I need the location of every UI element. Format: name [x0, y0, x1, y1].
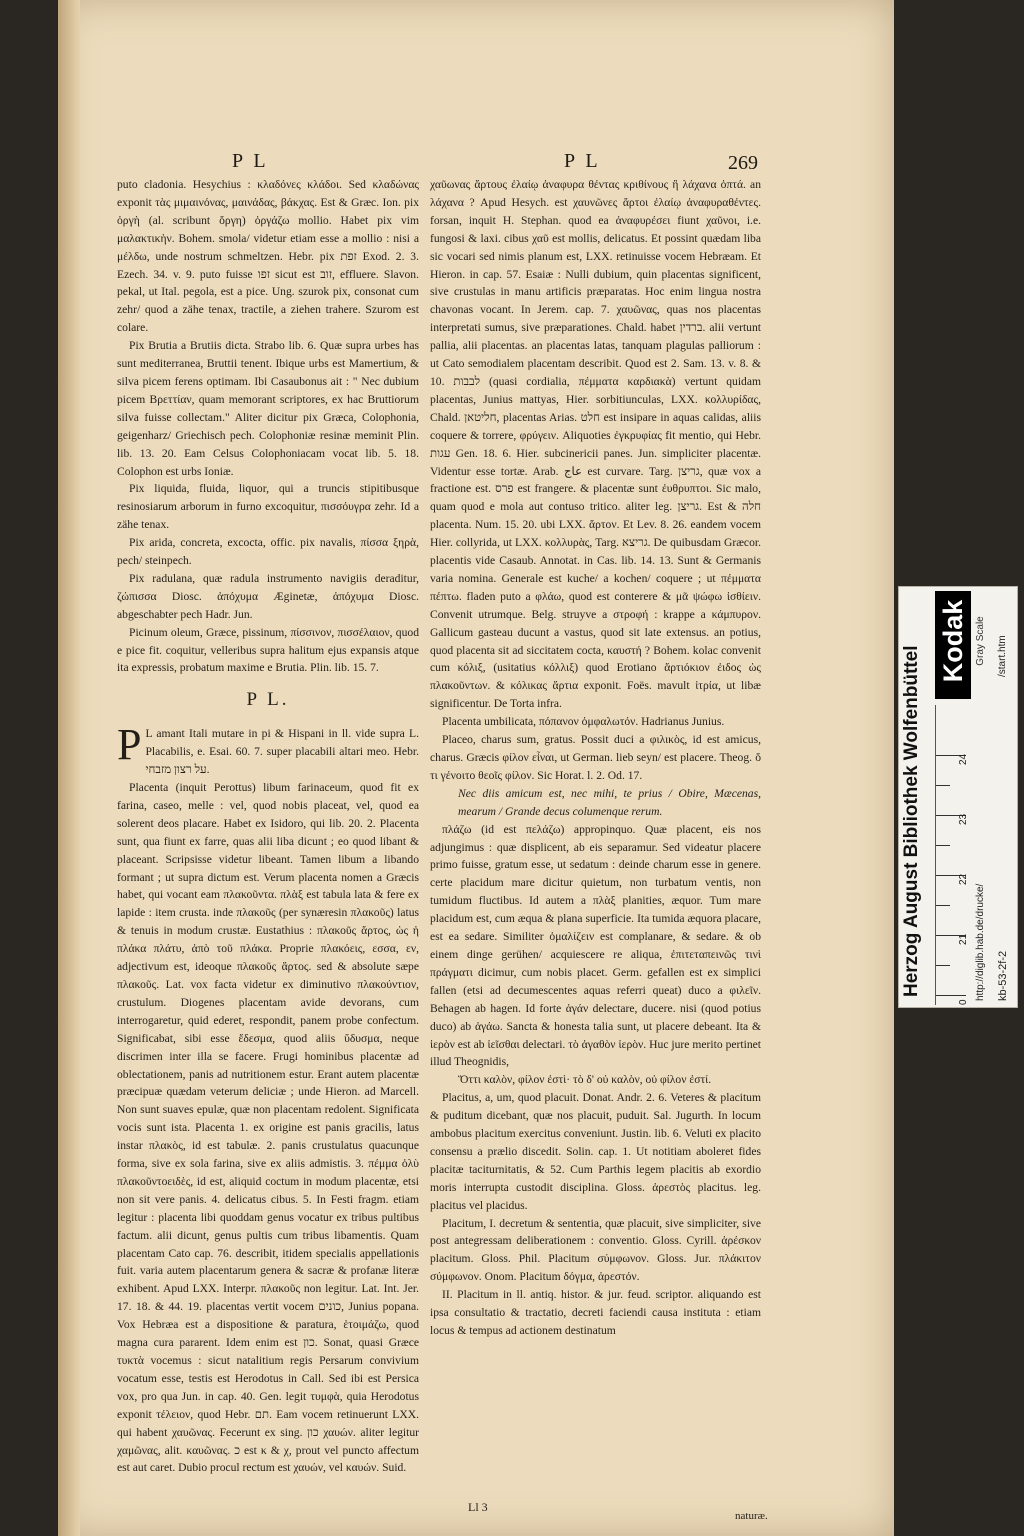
shelfmark-id: kb-53-2f-2	[997, 950, 1009, 1001]
paragraph: Placenta (inquit Perottus) libum farinaceum, quod fit ex farina, caseo, melle : vel, quod nobis placeat, vel, quod ea solerent deos placare. Habet ex Isidoro, qui lib. 20. 2. Placenta sunt, qua fiunt ex farre, quas alii liba dicunt ; eo quod libant & placeant. Scripsisse videtur libeant. Tamen libum a libando formant ; ut supra dictum est. Verum placenta nomen a Græcis habet, qui vocant eam πλακοῦντα. πλὰξ est tabula lata & fere ex lapide : item crusta. inde πλακοῦς (per synæresin πλακοῦς) latus & tenuis in modum crustæ. Eustathius : πλακοῦς ἄρτος, ὡς ἡ πλάκα πλάτυ, ἀπὸ τοῦ πλάκα. Proprie πλακόεις, εσσα, εν, adjectivum est, ideoque πλακοῦς ἄρτος. sed & absolute sæpe πλακοῦς. Lat. vox facta videtur ex diminutivo πλακούντιον, crustulum. Diogenes placentam avide devorans, cum interrogaretur, quid ederet, respondit, panem probe confectum. Significabat, sibi esse ἔδεσμα, quod aliis ὕδυσμα, neque discrimen inter illa se facere. Frugi hominibus placentæ ad oblectationem, panis ad nutritionem estur. Erant autem placentæ præcipuæ quædam veterum deliciæ ; unde Hieron. ad Marcell. Non sunt suaves epulæ, quæ non placentam redolent. Significata vocis sunt ista. Placenta 1. ex origine est panis gracilis, latus instar πλακὸς, id est tabulæ. 2. panis crustulatus quacunque forma, sive ex sola farina, sive ex aliis admistis. 3. πέμμα ὀλὺ πλακοῦντοειδὲς, id est, aliquid coctum in modum placentæ, etsi non sit vere panis. 4. delicatus cibus. 5. In Festi fragm. etiam legitur : placenta libi quoddam genus vocatur ex tribus pultibus factum. alii dicunt, genus pultis cum tribus libamentis. Quam placentam Cato cap. 76. describit, itidem specialis appellationis fuit. varia autem placentarum genera & sacræ & profanæ literæ exhibent. Apud LXX. Interpr. πλακοῦς non legitur. Lat. Int. Jer. 17. 18. & 44. 19. placentas vertit vocem כונים, Junius popana. Vox Hebræa est a dispositione & paratura, ἑτοιμάζω, quod magna cura pararent. Idem enim est כון. Sonat, quasi Græce τυκτὰ vocemus : sicut natalitium regis Persarum convivium vocatum esse, testis est Herodotus in Call. Sed ibi est Persica vox, pro qua Jun. in cap. 40. Gen. legit τυμφὰ, quia Herodotus exponit τέλειον, quod Hebr. תם. Eam vocem retinuerunt LXX. qui habent χαυῶνας. Fecerunt ex sing. כון χαυών. aliter legitur χαμῶνας, alit. καυῶνας. כ est κ & χ, prout vel puncto affectum est aut caret. Dubio procul rectum est χαυών, vel καυών. Suid.	[117, 781, 420, 1475]
ruler-tick	[936, 785, 950, 786]
paragraph: Pix Brutia a Brutiis dicta. Strabo lib. 6. Quæ supra urbes has sunt mediterranea, Bruttii tenent. Ibique urbs est Mamertium, & silva picem ferens optimam. Ibi Casaubonus ait : " Nec dubium picem Βρεττίαν, quam memorant scriptores, ex hac Bruttiorum silva fuisse collectam." Aliter dicitur pix Græca, Colophonia, geigenharz/ Griechisch pech. Colophoniæ resinæ meminit Plin. lib. 13. 20. Eam Celsus Colophoniacam vocat lib. 5. 18. Colophon est urbs Ioniæ.	[117, 339, 419, 478]
signature-mark: Ll 3	[468, 1500, 488, 1514]
ruler-tick	[936, 905, 950, 906]
gray-scale-label-box	[975, 591, 989, 691]
paragraph: Pix arida, concreta, excocta, offic. pix navalis, πίσσα ξηρὰ, pech/ steinpech.	[117, 536, 419, 568]
ruler-number: 23	[958, 813, 969, 825]
catchword: naturæ.	[735, 1510, 768, 1522]
drop-cap-letter: P	[117, 720, 142, 770]
ruler-tick	[936, 965, 950, 966]
paragraph: Placitum, I. decretum & sententia, quæ placuit, sive simpliciter, sive post antegressam deliberationem : conventio. Gloss. Cyrill. ἀρέσκον placitum. Gloss. Phil. Placitum σύμφωνον. Gloss. Jur. πλάκιτον σύμφωνον. Onom. Placitum δόγμα, ἀρεστόν.	[430, 1216, 761, 1284]
color-calibration-card	[898, 586, 1018, 1008]
ruler-number: 21	[958, 933, 969, 945]
page-number: 269	[728, 152, 758, 174]
digital-library-url: http://diglib.hab.de/drucke/	[975, 883, 986, 1001]
right-column	[430, 176, 761, 1340]
ruler-number: 0	[958, 999, 969, 1005]
kodak-logo-text: Kodak	[938, 599, 968, 683]
paragraph-dropcap	[117, 720, 419, 779]
kodak-logo-block	[935, 591, 971, 699]
paragraph: Placeo, charus sum, gratus. Possit duci a φιλικὸς, id est amicus, charus. Græcis φίλον εἶναι, ut German. lieb seyn/ est placere. Theog. ὅ τι γένοιτο θεοῖς φίλον. Sic Horat. l. 2. Od. 17.	[430, 733, 761, 782]
paragraph-text: L amant Itali mutare in pi & Hispani in ll. vide supra L. Placabilis, e. Esai. 60. 7. super placabili altari meo. Hebr. על רצון מזבחי.	[145, 727, 419, 777]
running-head-right: P L	[564, 150, 601, 172]
start-path: /start.htm	[997, 635, 1008, 677]
paragraph: Placitus, a, um, quod placuit. Donat. Andr. 2. 6. Veteres & placitum & puditum dicebant, quæ nos placuit, puduit. Sal. Jugurth. In locum ambobus placitum exercitus conveniunt. Justin. lib. 6. Veluti ex placito consensu a prælio discedit. Solin. cap. 1. Ut notitiam aboleret fides placitæ taciturnitatis, & 52. Cum Parthis legem placitis ab exordio moris interrupta custodit disciplina. Gloss. ἀρεστὸς placitus. leg. placitus vel placidus.	[430, 1091, 761, 1212]
paragraph: II. Placitum in ll. antiq. histor. & jur. feud. scriptor. aliquando est ipsa consultatio & tractatio, decreti faciendi causa instituta : etiam locus & tempus ad actionem destinatum	[430, 1288, 761, 1337]
left-column	[117, 176, 419, 1477]
running-head-left: P L	[232, 150, 269, 172]
paragraph: Pix liquida, fluida, liquor, qui a truncis stipitibusque resinosiarum arborum in furno excoquitur, πισσόυγρα zehr. Id a zähe tenax.	[117, 482, 419, 532]
gray-scale-label: Gray Scale	[975, 616, 986, 666]
paragraph: χαῦωνας ἄρτους ἐλαίῳ ἀναφυρα θέντας κριθίνους ἢ λάχανα ὀπτά. an λάχανα ? Apud Hesych. est χαυνῶνες ἄρτοι ἐλαίῳ ἀναφυραθέντες. forsan, inquit H. Stephan. quod ea ἀναφυρέσει fiunt χαῦνοι, i.e. fungosi & laxi. cibus χαῦ est mollis, delicatus. Et possint quædam liba sic vocari sed nimis planum est, LXX. retinuisse vocem Hebræam. Et Hieron. in cap. 57. Esaiæ : Nulli dubium, quin placentas significent, sive crustulas in manu artificis præparatas. Hoc enim lingua nostra chavonas vocant. In Jerem. cap. 7. χαυῶνας, quas nos placentas interpretati sumus, sive præparationes. Chald. habet ברדין. alii vertunt pallia, alii placentas. an placentas latas, tanquam plagulas palliorum : ut Cato semodialem placentam describit. Quod est 2. Sam. 13. v. 8. & 10. לבבות (quasi cordialia, πέμματα καρδιακὰ) vertunt quidam placentas, Junius mattyas, Hier. sorbitiunculas, LXX. κολλυρίδας, Chald. חליטאן, placentas Arias. חלט est insipare in aquas calidas, aliis coquere & torrere, φρύγειν. Aliquoties ἐγκρυφίας fit mentio, qui Hebr. עגות Gen. 18. 6. Hier. subcinericii panes. Jun. simpliciter placentæ. Videntur esse tortæ. Arab. عاج est curvare. Targ. גריצן, quæ vox a fractione est. פרס est frangere. & placentæ sunt ἐυθρυπτοι. Sic malo, quam quod e mola aut contuso tritico. aliter leg. גריצן. Est & חלה placenta. Num. 15. 20. ubi LXX. ἄρτον. Et Lev. 8. 26. eandem vocem Hier. collyrida, ut LXX. κολλυρὰς, Targ. גריצא. De quibusdam Græcor. placentis vide Casaub. Annotat. in Cas. lib. 14. 13. Sunt & Germanis varia nomina. Generale est kuche/ a kochen/ coquere ; ut πέμματα πέπτω. fladen puto a φλάω, quod est conterere & μᾶ ψώφω ἰσθίειν. Convenit utrumque. Belg. struyve a στροφή : krappe a κάμπυρον. Gallicum gasteau ducunt a vastus, quod sit late extensus. an potius, quod placenta sit ad siccitatem cocta, καυστή ? Bohem. kolac convenit cum κόλιξ, (usitatius κόλλιξ) quod Erotiano ἄρτιόκιον ἐιδος ὡς πλακοῦντων. & κόλικας ἄρτια exponit. Foës. mavult ἰτρία, ut libæ significentur. De Torta infra.	[430, 178, 761, 711]
paragraph: Placenta umbilicata, πόπανον ὀμφαλωτόν. Hadrianus Junius.	[442, 715, 725, 729]
ruler-tick	[936, 845, 950, 846]
ruler-number: 22	[958, 873, 969, 885]
verse-quote: Nec diis amicum est, nec mihi, te prius / Obire, Mæcenas, mearum / Grande decus columenque rerum.	[458, 786, 761, 818]
greek-verse: Ὅττι καλὸν, φίλον ἐστὶ· τὸ δ' οὐ καλὸν, οὐ φίλον ἐστί.	[458, 1073, 712, 1087]
paragraph: puto cladonia. Hesychius : κλαδόνες κλάδοι. Sed κλαδώνας exponit τὰς μιμαινόνας, μαινάδας, βάκχας. Est & Græc. Ion. pix ὀργὴ (al. scribunt ὄργη) ὀργάζω mollio. Habet pix vim μαλακτικὴν. Bohem. smola/ videtur etiam esse a mollio : nisi a μέλδω, unde nostrum schmeltzen. Hebr. pix זפת Exod. 2. 3. Ezech. 34. v. 9. puto fuisse זפו sicut est זוב, effluere. Slavon. pekal, ut Ital. pegola, est a pice. Ung. szurok pix, consonat cum zehr/ quod a zähe tenax, tractile, a ziehen trahere. Szurom est colare.	[117, 178, 419, 335]
ruler-number: 24	[958, 753, 969, 765]
paragraph: Picinum oleum, Græce, pissinum, πίσσινον, πισσέλαιον, quod e pice fit. coquitur, velleribus supra halitum ejus expansis atque ita expressis, probatum maxime e Brutia. Plin. lib. 15. 7.	[117, 625, 419, 675]
section-heading: P L.	[246, 689, 290, 711]
scale-ruler	[935, 705, 972, 1005]
paragraph: Pix radulana, quæ radula instrumento navigiis deraditur, ζώπισσα Diosc. ἀπόχυμα Æginetæ, ἀπόχυμα Diosc. abgeschabter pech Hadr. Jun.	[117, 571, 419, 621]
paragraph: πλάζω (id est πελάζω) appropinquo. Quæ placent, eis nos adjungimus : quæ displicent, ab eis separamur. Sed videatur placere primo fuisse, gratum esse, ut sedatum : deinde charum esse in genere. certe placidum mare dicitur quietum, non turbatum ventis, non tumidum fluctibus. Id autem a πλὰξ planities, æquor. Tum mare placidum est, cum æqua & plana superficie. Ita tumida æquora placare, est ea sedare. Similiter ὁμαλίζειν est complanare, & sedare. & ob einem dinge gerühen/ acquiescere re aliqua, ἐπιτεταπεινῶς τινὶ πράγματι dicimur, cum nobis placet. Germ. gefallen est ex simplici fallen (etsi ad decumescentes aquas referri queat) duco a φιλεῖν. Behagen ab hagen. Id forte ἀγάν delectare, ducere. nisi (quod potius duco) ab ἀγάω. Sancta & honesta talia sunt, ut placere debeant. Ita & ἱερὸν est ab ἱεῖσθαι delectari. τὸ ἀγαθὸν ἱερὸν. Huc jure merito pertinet illud Theognidis,	[430, 822, 761, 1069]
institution-label: Herzog August Bibliothek Wolfenbüttel	[901, 645, 922, 997]
page-gutter	[58, 0, 80, 1536]
